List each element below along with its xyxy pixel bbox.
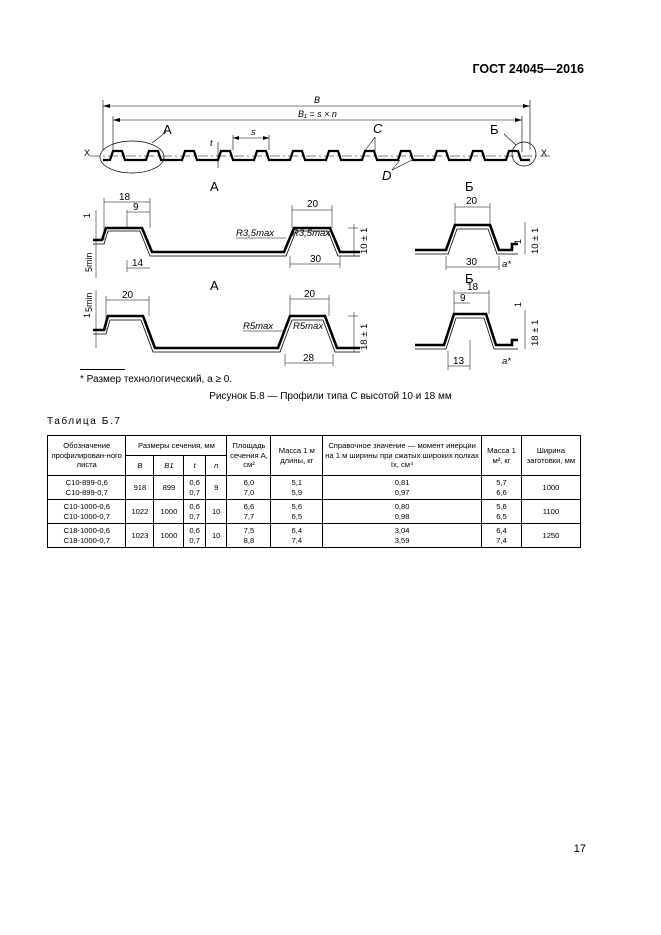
top-label-B: Б <box>490 122 499 137</box>
svg-text:18 ± 1: 18 ± 1 <box>359 323 370 350</box>
svg-text:А: А <box>210 278 219 293</box>
svg-text:20: 20 <box>304 289 316 300</box>
svg-text:R5max: R5max <box>243 321 274 332</box>
profile-table <box>47 435 581 548</box>
svg-text:14: 14 <box>132 258 144 269</box>
svg-text:1: 1 <box>513 238 523 244</box>
axis-x-right: X <box>541 148 548 158</box>
svg-text:R3,5max: R3,5max <box>236 228 275 239</box>
svg-text:1: 1 <box>82 212 92 218</box>
table-label: Таблица Б.7 <box>47 416 122 427</box>
detail-B-18mm <box>415 271 541 370</box>
detail-A-10mm <box>82 179 370 278</box>
axis-x-left: X <box>84 148 91 158</box>
svg-text:18: 18 <box>467 282 479 293</box>
svg-text:R5max: R5max <box>293 321 324 332</box>
header-inertia: Справочное значение — момент инерции на 1 м ширины при сжатых широких полках Ix, см⁴ <box>323 436 482 476</box>
detail-A-18mm <box>82 278 370 366</box>
profile-drawing <box>0 0 661 390</box>
svg-text:18 ± 1: 18 ± 1 <box>530 319 541 346</box>
table-row: С10-899-0,6 С10-899-0,7 918 899 0,6 0,7 9 6,0 7,0 5,1 5,9 0,81 0,97 5,7 6,6 1000 <box>48 476 581 500</box>
header-width: Ширина заготовки, мм <box>521 436 580 476</box>
dim-t-label: t <box>210 138 213 148</box>
svg-text:a*: a* <box>502 259 511 270</box>
svg-text:9: 9 <box>460 293 466 304</box>
dim-B-label: B <box>314 95 321 105</box>
svg-text:a*: a* <box>502 356 511 367</box>
document-standard-header: ГОСТ 24045—2016 <box>472 62 584 76</box>
top-overview <box>84 95 550 183</box>
header-mass-1m: Масса 1 м длины, кг <box>271 436 323 476</box>
header-n: n <box>205 456 227 476</box>
svg-text:9: 9 <box>133 202 139 213</box>
header-B: B <box>126 456 154 476</box>
table-row: С18-1000-0,6 С18-1000-0,7 1023 1000 0,6 0,7 10 7,5 8,8 6,4 7,4 3,04 3,59 6,4 7,4 1250 <box>48 524 581 548</box>
svg-text:18: 18 <box>119 192 131 203</box>
table-row: С10-1000-0,6 С10-1000-0,7 1022 1000 0,6 0,7 10 6,6 7,7 5,6 6,5 0,80 0,98 5,6 6,5 1100 <box>48 500 581 524</box>
svg-text:А: А <box>210 179 219 194</box>
svg-text:1: 1 <box>513 301 523 307</box>
header-mass-1m2: Масса 1 м², кг <box>482 436 522 476</box>
dim-B1-label: B₁ = s × n <box>298 109 337 119</box>
svg-text:5min: 5min <box>84 292 94 312</box>
svg-text:Б: Б <box>465 271 474 286</box>
header-area: Площадь сечения A, см² <box>227 436 271 476</box>
svg-text:1: 1 <box>82 312 92 318</box>
header-t: t <box>184 456 205 476</box>
svg-text:20: 20 <box>466 196 478 207</box>
svg-text:30: 30 <box>466 257 478 268</box>
top-label-A: А <box>163 122 172 137</box>
label-C: C <box>373 121 383 136</box>
footnote-separator <box>80 369 125 370</box>
svg-text:Б: Б <box>465 179 474 194</box>
svg-text:20: 20 <box>307 199 319 210</box>
detail-B-10mm <box>415 179 541 270</box>
header-designation: Обозначение профилирован-ного листа <box>48 436 126 476</box>
dim-s-label: s <box>251 127 256 137</box>
svg-text:10 ± 1: 10 ± 1 <box>359 227 370 254</box>
svg-text:30: 30 <box>310 254 322 265</box>
figure-caption: Рисунок Б.8 — Профили типа С высотой 10 и 18 мм <box>209 391 452 402</box>
svg-text:5min: 5min <box>84 252 94 272</box>
footnote: * Размер технологический, a ≥ 0. <box>80 374 233 385</box>
header-sizes: Размеры сечения, мм <box>126 436 227 456</box>
svg-text:13: 13 <box>453 356 465 367</box>
svg-text:10 ± 1: 10 ± 1 <box>530 227 541 254</box>
svg-text:R3,5max: R3,5max <box>292 228 331 239</box>
page-number: 17 <box>573 843 586 855</box>
label-D: D <box>382 168 392 183</box>
svg-text:20: 20 <box>122 290 134 301</box>
svg-text:28: 28 <box>303 353 315 364</box>
header-B1: B1 <box>154 456 184 476</box>
